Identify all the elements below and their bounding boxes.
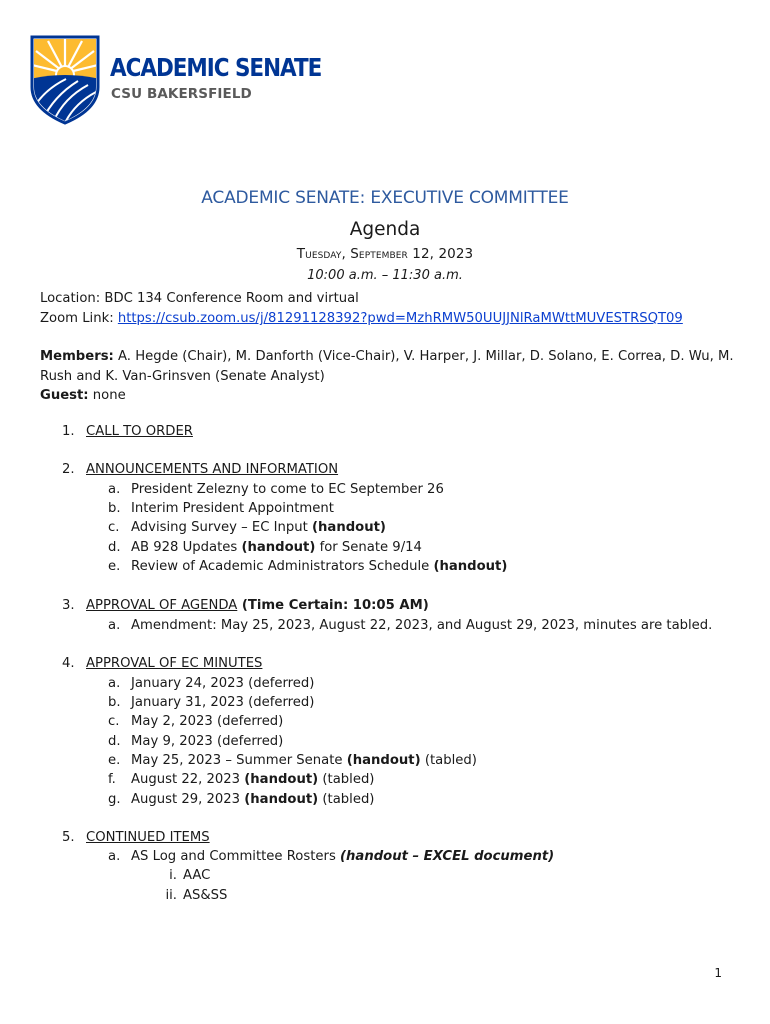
item-heading: CONTINUED ITEMS	[86, 830, 210, 845]
sub-text: August 22, 2023	[131, 772, 245, 787]
meeting-date: Tuesday, September 12, 2023	[296, 246, 474, 262]
handout-tag: (handout)	[244, 792, 319, 807]
zoom-line	[40, 311, 683, 326]
sub-text: President Zelezny to come to EC September 26	[131, 482, 444, 497]
agenda-item-2	[62, 462, 338, 477]
sub-text: Review of Academic Administrators Schedule	[131, 559, 434, 574]
sub-item	[108, 520, 386, 535]
zoom-label: Zoom Link:	[40, 311, 118, 326]
sub-letter: d.	[108, 540, 121, 555]
csub-academic-senate-logo	[30, 35, 322, 125]
sub-text: May 2, 2023 (deferred)	[131, 714, 284, 729]
handout-tag: (handout – EXCEL document)	[340, 849, 555, 864]
sub-text-after: (tabled)	[420, 753, 477, 768]
subsub-item	[153, 868, 210, 883]
members-list: A. Hegde (Chair), M. Danforth (Vice-Chair), V. Harper, J. Millar, D. Solano, E. Correa, D. Wu, M.	[113, 349, 734, 364]
item-heading: APPROVAL OF AGENDA	[86, 598, 238, 613]
agenda-item-5	[62, 830, 210, 845]
sub-item	[108, 559, 507, 574]
shield-logo-icon	[30, 35, 100, 125]
sub-letter: f.	[108, 772, 116, 787]
guest-label: Guest:	[40, 388, 89, 403]
sub-text-after: (tabled)	[318, 772, 375, 787]
sub-item	[108, 753, 477, 768]
logo-subtitle: CSU BAKERSFIELD	[111, 86, 252, 102]
guest-line	[40, 388, 126, 403]
item-number: 1.	[62, 424, 75, 439]
sub-text-after: for Senate 9/14	[315, 540, 422, 555]
sub-item	[108, 734, 283, 749]
sub-letter: a.	[108, 482, 121, 497]
handout-tag: (handout)	[312, 520, 386, 535]
zoom-link[interactable]: https://csub.zoom.us/j/81291128392?pwd=MzhRMW50UUJJNlRaMWttMUVESTRSQT09	[117, 311, 683, 326]
sub-text: May 25, 2023 – Summer Senate	[131, 753, 347, 768]
members-label: Members:	[40, 349, 114, 364]
document-title: ACADEMIC SENATE: EXECUTIVE COMMITTEE	[201, 188, 569, 208]
page-number: 1	[714, 966, 722, 980]
sub-text: August 29, 2023	[131, 792, 245, 807]
sub-item	[108, 618, 712, 633]
sub-letter: a.	[108, 849, 121, 864]
handout-tag: (handout)	[244, 772, 319, 787]
sub-text: January 31, 2023 (deferred)	[131, 695, 315, 710]
sub-item	[108, 772, 374, 787]
sub-text-after: (tabled)	[318, 792, 375, 807]
sub-letter: b.	[108, 501, 121, 516]
sub-text: AB 928 Updates	[131, 540, 242, 555]
sub-letter: e.	[108, 753, 121, 768]
subsub-text: AS&SS	[183, 888, 228, 903]
agenda-item-1	[62, 424, 193, 439]
handout-tag: (handout)	[346, 753, 421, 768]
sub-item	[108, 695, 314, 710]
item-number: 4.	[62, 656, 75, 671]
sub-item	[108, 482, 444, 497]
agenda-item-3	[62, 598, 429, 613]
document-subtitle: Agenda	[349, 219, 421, 240]
subsub-numeral: ii.	[165, 888, 177, 903]
sub-letter: a.	[108, 676, 121, 691]
item-heading: CALL TO ORDER	[86, 424, 193, 439]
sub-item	[108, 540, 422, 555]
sub-text: Interim President Appointment	[131, 501, 334, 516]
subsub-text: AAC	[183, 868, 211, 883]
sub-item	[108, 849, 554, 864]
sub-text: AS Log and Committee Rosters	[131, 849, 341, 864]
time-certain: (Time Certain: 10:05 AM)	[237, 598, 429, 613]
item-heading: APPROVAL OF EC MINUTES	[86, 656, 263, 671]
members-line	[40, 349, 734, 364]
sub-item	[108, 501, 334, 516]
sub-text: Amendment: May 25, 2023, August 22, 2023, and August 29, 2023, minutes are tabled.	[131, 618, 713, 633]
item-number: 3.	[62, 598, 75, 613]
item-number: 2.	[62, 462, 75, 477]
sub-letter: d.	[108, 734, 121, 749]
subsub-item	[153, 888, 227, 903]
handout-tag: (handout)	[241, 540, 316, 555]
sub-letter: g.	[108, 792, 121, 807]
sub-letter: a.	[108, 618, 121, 633]
sub-item	[108, 676, 314, 691]
sub-letter: e.	[108, 559, 121, 574]
meeting-time: 10:00 a.m. – 11:30 a.m.	[307, 268, 463, 283]
guest-value: none	[88, 388, 126, 403]
sub-item	[108, 792, 374, 807]
sub-text: Advising Survey – EC Input	[131, 520, 313, 535]
sub-text: January 24, 2023 (deferred)	[131, 676, 315, 691]
handout-tag: (handout)	[433, 559, 508, 574]
sub-letter: c.	[108, 520, 120, 535]
subsub-numeral: i.	[169, 868, 177, 883]
logo-title: ACADEMIC SENATE	[110, 53, 322, 82]
agenda-item-4	[62, 656, 262, 671]
location-line: Location: BDC 134 Conference Room and virtual	[40, 291, 359, 306]
members-line-2: Rush and K. Van-Grinsven (Senate Analyst)	[40, 369, 325, 384]
sub-letter: b.	[108, 695, 121, 710]
sub-item	[108, 714, 283, 729]
sub-text: May 9, 2023 (deferred)	[131, 734, 284, 749]
item-number: 5.	[62, 830, 75, 845]
item-heading: ANNOUNCEMENTS AND INFORMATION	[86, 462, 339, 477]
sub-letter: c.	[108, 714, 120, 729]
